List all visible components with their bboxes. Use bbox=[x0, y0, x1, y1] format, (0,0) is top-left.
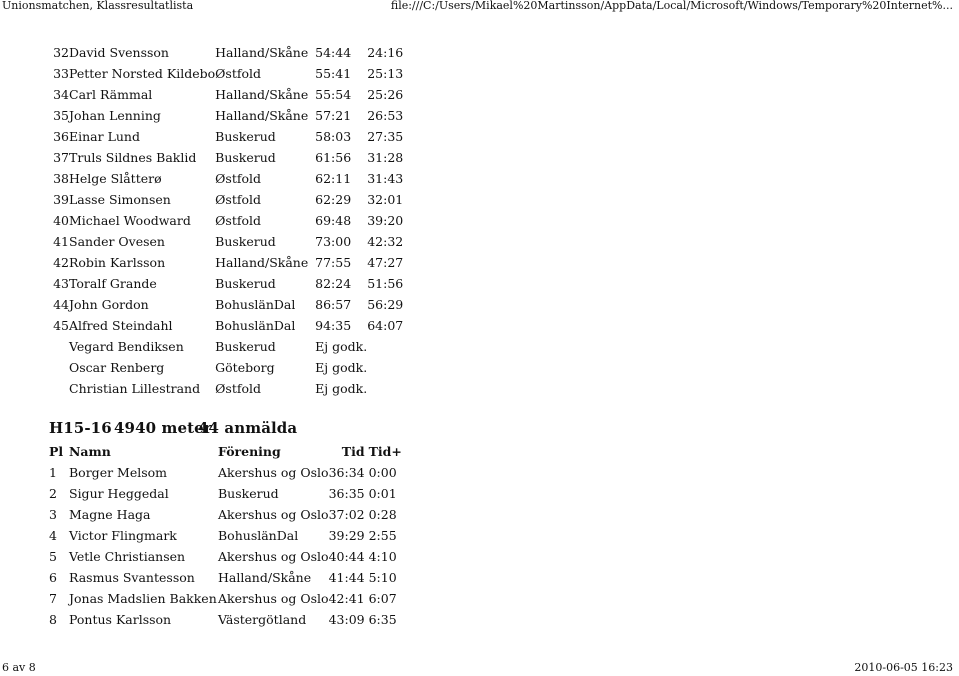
cell-place: 34 bbox=[53, 87, 69, 102]
cell-name: Toralf Grande bbox=[69, 276, 157, 291]
table-row bbox=[49, 147, 407, 168]
cell-time: 55:41 bbox=[315, 66, 352, 81]
cell-place: 38 bbox=[53, 171, 69, 186]
cell-diff: 27:35 bbox=[367, 129, 404, 144]
table-row bbox=[49, 504, 409, 525]
table-row bbox=[49, 483, 409, 504]
cell-time: 62:11 bbox=[315, 171, 352, 186]
cell-name: John Gordon bbox=[69, 297, 149, 312]
cell-time: 73:00 bbox=[315, 234, 352, 249]
cell-time: 36:35 bbox=[328, 486, 365, 501]
cell-diff: 25:13 bbox=[367, 66, 404, 81]
table-row bbox=[49, 126, 407, 147]
cell-place: 42 bbox=[53, 255, 69, 270]
table-row bbox=[49, 63, 407, 84]
cell-club: Halland/Skåne bbox=[215, 45, 309, 60]
cell-place: 5 bbox=[49, 549, 57, 564]
table-row bbox=[49, 567, 409, 588]
cell-diff bbox=[367, 378, 407, 399]
cell-name: Sander Ovesen bbox=[69, 234, 165, 249]
table-row bbox=[49, 210, 407, 231]
cell-place: 40 bbox=[53, 213, 69, 228]
col-header-time: Tid bbox=[341, 444, 365, 459]
table-row bbox=[49, 42, 407, 63]
cell-name: David Svensson bbox=[69, 45, 169, 60]
cell-club: Halland/Skåne bbox=[215, 87, 309, 102]
cell-club: BohuslänDal bbox=[218, 528, 299, 543]
cell-place: 43 bbox=[53, 276, 69, 291]
table-header-row bbox=[49, 441, 409, 462]
print-datetime: 2010-06-05 16:23 bbox=[854, 661, 953, 674]
cell-place: 45 bbox=[53, 318, 69, 333]
cell-diff: 25:26 bbox=[367, 87, 404, 102]
cell-diff: 26:53 bbox=[367, 108, 404, 123]
cell-name: Carl Rämmal bbox=[69, 87, 153, 102]
cell-club: Buskerud bbox=[215, 129, 276, 144]
cell-club: Akershus og Oslo bbox=[218, 507, 329, 522]
cell-place: 6 bbox=[49, 570, 57, 585]
cell-time: 58:03 bbox=[315, 129, 352, 144]
cell-club: Buskerud bbox=[215, 276, 276, 291]
cell-club: Østfold bbox=[215, 66, 261, 81]
table-row bbox=[49, 273, 407, 294]
table-row bbox=[49, 252, 407, 273]
table-row bbox=[49, 462, 409, 483]
cell-diff: 24:16 bbox=[367, 45, 404, 60]
cell-club: Buskerud bbox=[218, 486, 279, 501]
col-header-name: Namn bbox=[69, 444, 111, 459]
cell-place: 3 bbox=[49, 507, 57, 522]
cell-diff: 0:01 bbox=[368, 486, 397, 501]
cell-club: Østfold bbox=[215, 213, 261, 228]
cell-diff: 4:10 bbox=[368, 549, 397, 564]
class-heading bbox=[49, 419, 297, 437]
cell-time: 94:35 bbox=[315, 318, 352, 333]
cell-name: Borger Melsom bbox=[69, 465, 168, 480]
cell-name: Victor Flingmark bbox=[69, 528, 177, 543]
cell-time: 62:29 bbox=[315, 192, 352, 207]
cell-diff bbox=[367, 357, 407, 378]
cell-name: Michael Woodward bbox=[69, 213, 191, 228]
cell-club: Göteborg bbox=[215, 360, 275, 375]
cell-time: 37:02 bbox=[328, 507, 365, 522]
table-row bbox=[49, 378, 407, 399]
cell-time: 61:56 bbox=[315, 150, 352, 165]
table-row bbox=[49, 588, 409, 609]
cell-name: Jonas Madslien Bakken bbox=[69, 591, 217, 606]
cell-time: Ej godk. bbox=[315, 339, 368, 354]
results-table-continued-body bbox=[49, 42, 407, 399]
cell-name: Christian Lillestrand bbox=[69, 381, 201, 396]
cell-time: 69:48 bbox=[315, 213, 352, 228]
cell-name: Truls Sildnes Baklid bbox=[69, 150, 197, 165]
cell-diff: 0:00 bbox=[368, 465, 397, 480]
cell-time: 86:57 bbox=[315, 297, 352, 312]
cell-time: 54:44 bbox=[315, 45, 352, 60]
cell-diff: 5:10 bbox=[368, 570, 397, 585]
cell-name: Einar Lund bbox=[69, 129, 140, 144]
cell-place: 4 bbox=[49, 528, 57, 543]
table-row bbox=[49, 315, 407, 336]
table-row bbox=[49, 546, 409, 567]
page-header-url: file:///C:/Users/Mikael%20Martinsson/AppData/Local/Microsoft/Windows/Temporary%20Internet%... bbox=[390, 0, 953, 12]
cell-time: 82:24 bbox=[315, 276, 352, 291]
cell-diff: 2:55 bbox=[368, 528, 397, 543]
cell-diff: 56:29 bbox=[367, 297, 404, 312]
cell-time: 43:09 bbox=[328, 612, 365, 627]
cell-place bbox=[49, 378, 69, 399]
cell-club: BohuslänDal bbox=[215, 318, 296, 333]
table-row bbox=[49, 189, 407, 210]
cell-club: Akershus og Oslo bbox=[218, 549, 329, 564]
cell-place: 8 bbox=[49, 612, 57, 627]
cell-place: 37 bbox=[53, 150, 69, 165]
cell-time: 36:34 bbox=[328, 465, 365, 480]
cell-time: 39:29 bbox=[328, 528, 365, 543]
cell-place bbox=[49, 336, 69, 357]
cell-place: 7 bbox=[49, 591, 57, 606]
cell-place: 1 bbox=[49, 465, 57, 480]
cell-time: Ej godk. bbox=[315, 360, 368, 375]
cell-time: 40:44 bbox=[328, 549, 365, 564]
cell-name: Sigur Heggedal bbox=[69, 486, 169, 501]
cell-club: BohuslänDal bbox=[215, 297, 296, 312]
cell-name: Alfred Steindahl bbox=[69, 318, 173, 333]
col-header-pl: Pl bbox=[49, 444, 64, 459]
cell-diff: 31:43 bbox=[367, 171, 404, 186]
cell-name: Vetle Christiansen bbox=[69, 549, 186, 564]
cell-diff: 51:56 bbox=[367, 276, 404, 291]
cell-diff: 39:20 bbox=[367, 213, 404, 228]
table-row bbox=[49, 609, 409, 630]
cell-club: Østfold bbox=[215, 171, 261, 186]
cell-time: 42:41 bbox=[328, 591, 365, 606]
cell-name: Oscar Renberg bbox=[69, 360, 165, 375]
cell-name: Johan Lenning bbox=[69, 108, 161, 123]
cell-time: 41:44 bbox=[328, 570, 365, 585]
col-header-club: Förening bbox=[218, 444, 281, 459]
cell-time: 57:21 bbox=[315, 108, 352, 123]
cell-club: Halland/Skåne bbox=[215, 255, 309, 270]
cell-diff: 32:01 bbox=[367, 192, 404, 207]
cell-name: Rasmus Svantesson bbox=[69, 570, 195, 585]
table-row bbox=[49, 357, 407, 378]
cell-place: 44 bbox=[53, 297, 69, 312]
cell-place: 33 bbox=[53, 66, 69, 81]
cell-diff: 64:07 bbox=[367, 318, 404, 333]
cell-name: Vegard Bendiksen bbox=[69, 339, 184, 354]
cell-place: 36 bbox=[53, 129, 69, 144]
table-row bbox=[49, 105, 407, 126]
page-header-title: Unionsmatchen, Klassresultatlista bbox=[2, 0, 194, 12]
cell-diff: 42:32 bbox=[367, 234, 404, 249]
results-table-h15-16 bbox=[49, 441, 409, 630]
cell-club: Buskerud bbox=[215, 150, 276, 165]
table-row bbox=[49, 168, 407, 189]
table-row bbox=[49, 336, 407, 357]
cell-time: 55:54 bbox=[315, 87, 352, 102]
cell-diff: 6:07 bbox=[368, 591, 397, 606]
class-name: H15-16 bbox=[49, 419, 112, 437]
cell-place: 2 bbox=[49, 486, 57, 501]
cell-diff: 0:28 bbox=[368, 507, 397, 522]
cell-diff: 31:28 bbox=[367, 150, 404, 165]
page-number: 6 av 8 bbox=[2, 661, 36, 674]
cell-club: Halland/Skåne bbox=[218, 570, 312, 585]
table-row bbox=[49, 231, 407, 252]
cell-name: Petter Norsted Kildebo bbox=[69, 66, 216, 81]
cell-name: Lasse Simonsen bbox=[69, 192, 171, 207]
table-row bbox=[49, 525, 409, 546]
cell-club: Halland/Skåne bbox=[215, 108, 309, 123]
cell-name: Pontus Karlsson bbox=[69, 612, 172, 627]
cell-place: 41 bbox=[53, 234, 69, 249]
cell-club: Akershus og Oslo bbox=[218, 465, 329, 480]
cell-name: Magne Haga bbox=[69, 507, 151, 522]
table-row bbox=[49, 294, 407, 315]
table-row bbox=[49, 84, 407, 105]
cell-time: Ej godk. bbox=[315, 381, 368, 396]
class-distance: 4940 meter bbox=[114, 419, 212, 437]
results-table-continued bbox=[49, 42, 407, 399]
cell-club: Buskerud bbox=[215, 234, 276, 249]
class-entries: 44 anmälda bbox=[198, 419, 298, 437]
cell-diff: 47:27 bbox=[367, 255, 404, 270]
cell-club: Østfold bbox=[215, 381, 261, 396]
cell-name: Robin Karlsson bbox=[69, 255, 166, 270]
cell-place: 35 bbox=[53, 108, 69, 123]
cell-place: 32 bbox=[53, 45, 69, 60]
col-header-diff: Tid+ bbox=[368, 444, 402, 459]
cell-diff: 6:35 bbox=[368, 612, 397, 627]
cell-club: Västergötland bbox=[218, 612, 307, 627]
cell-place: 39 bbox=[53, 192, 69, 207]
cell-diff bbox=[367, 336, 407, 357]
cell-club: Buskerud bbox=[215, 339, 276, 354]
cell-club: Akershus og Oslo bbox=[218, 591, 329, 606]
cell-time: 77:55 bbox=[315, 255, 352, 270]
results-table-h15-16-body bbox=[49, 462, 409, 630]
cell-place bbox=[49, 357, 69, 378]
cell-club: Østfold bbox=[215, 192, 261, 207]
cell-name: Helge Slåtterø bbox=[69, 171, 162, 186]
